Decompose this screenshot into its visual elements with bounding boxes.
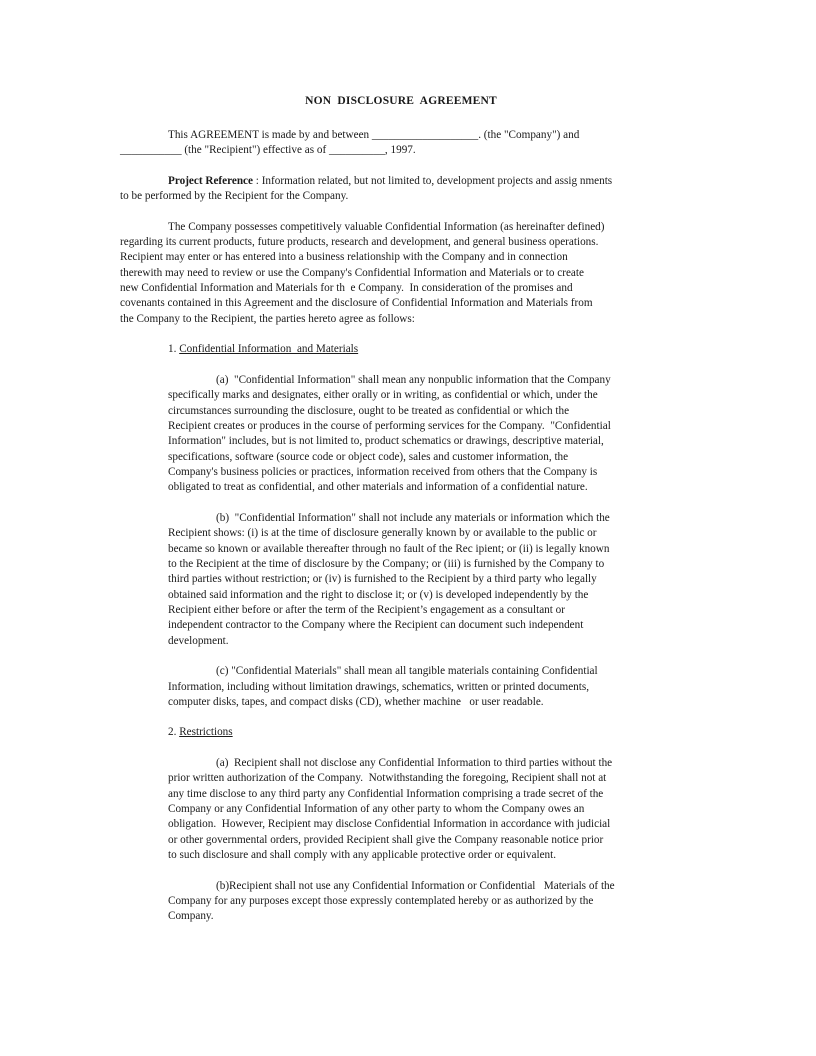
section-2-heading: [168, 725, 233, 740]
section-1a-line: (a) "Confidential Information" shall mean any nonpublic information that the Company: [216, 374, 611, 386]
intro-line-2: ___________ (the "Recipient") effective as of __________, 1997.: [120, 144, 416, 156]
project-reference-line-1: [168, 174, 612, 189]
section-2a-line: or other governmental orders, provided Recipient shall give the Company reasonable notice prior: [168, 834, 604, 846]
section-1b-line: (b) "Confidential Information" shall not include any materials or information which the: [216, 512, 610, 524]
section-1b-line: Recipient shows: (i) is at the time of disclosure generally known by or available to the public or: [168, 527, 597, 539]
section-1a-line: obligated to treat as confidential, and other materials and information of a confidential nature.: [168, 481, 588, 493]
section-1b-line: became so known or available thereafter through no fault of the Rec ipient; or (ii) is legally known: [168, 543, 610, 555]
section-2b-line: (b)Recipient shall not use any Confidential Information or Confidential Materials of the: [216, 880, 615, 892]
recitals-line: regarding its current products, future products, research and development, and general business operations.: [120, 236, 599, 248]
recitals-line: Recipient may enter or has entered into a business relationship with the Company and in connection: [120, 251, 568, 263]
section-2-number: 2.: [168, 726, 180, 738]
section-2-title: Restrictions: [179, 726, 233, 738]
section-1b-line: independent contractor to the Company where the Recipient can document such independent: [168, 619, 584, 631]
section-1a-line: Recipient creates or produces in the course of performing services for the Company. "Confidential: [168, 420, 611, 432]
section-1a-line: Company's business policies or practices, information received from others that the Company is: [168, 466, 598, 478]
project-reference-label: Project Reference: [168, 175, 253, 187]
section-1a-line: circumstances surrounding the disclosure, ought to be treated as confidential or which the: [168, 405, 570, 417]
project-reference-text: : Information related, but not limited to, development projects and assig nments: [253, 175, 613, 187]
section-2a-line: to such disclosure and shall comply with any applicable protective order or equivalent.: [168, 849, 557, 861]
section-2b-line: Company for any purposes except those expressly contemplated hereby or as authorized by the: [168, 895, 594, 907]
section-1b-line: Recipient either before or after the term of the Recipient’s engagement as a consultant or: [168, 604, 565, 616]
recitals-line: the Company to the Recipient, the parties hereto agree as follows:: [120, 313, 415, 325]
section-1a-line: specifications, software (source code or object code), sales and customer information, the: [168, 451, 569, 463]
section-1c-line: computer disks, tapes, and compact disks (CD), whether machine or user readable.: [168, 696, 544, 708]
section-1b-line: third parties without restriction; or (iv) is furnished to the Recipient by a third party who legally: [168, 573, 597, 585]
intro-line-1: This AGREEMENT is made by and between ___________________. (the "Company") and: [168, 129, 580, 141]
section-1b-line: to the Recipient at the time of disclosure by the Company; or (iii) is furnished by the Company to: [168, 558, 605, 570]
section-2a-line: obligation. However, Recipient may disclose Confidential Information in accordance with judicial: [168, 818, 611, 830]
recitals-line: therewith may need to review or use the Company's Confidential Information and Materials or to create: [120, 267, 584, 279]
section-2b-line: Company.: [168, 910, 214, 922]
section-1-heading: [168, 342, 358, 357]
section-2a-line: prior written authorization of the Company. Notwithstanding the foregoing, Recipient shall not at: [168, 772, 607, 784]
section-2a-line: (a) Recipient shall not disclose any Confidential Information to third parties without the: [216, 757, 613, 769]
section-1c-line: (c) "Confidential Materials" shall mean all tangible materials containing Confidential: [216, 665, 598, 677]
section-1-title: Confidential Information and Materials: [179, 343, 359, 355]
document-title: NON DISCLOSURE AGREEMENT: [305, 95, 497, 107]
section-2a-line: Company or any Confidential Information of any other party to whom the Company owes an: [168, 803, 585, 815]
recitals-line: covenants contained in this Agreement and the disclosure of Confidential Information and Materials from: [120, 297, 593, 309]
section-1b-line: obtained said information and the right to disclose it; or (v) is developed independently by the: [168, 589, 589, 601]
section-1a-line: Information" includes, but is not limited to, product schematics or drawings, descriptive material,: [168, 435, 604, 447]
section-1b-line: development.: [168, 635, 229, 647]
section-1-number: 1.: [168, 343, 180, 355]
recitals-line: new Confidential Information and Materials for th e Company. In consideration of the promises and: [120, 282, 573, 294]
recitals-line: The Company possesses competitively valuable Confidential Information (as hereinafter defined): [168, 221, 605, 233]
section-1c-line: Information, including without limitation drawings, schematics, written or printed documents,: [168, 681, 590, 693]
section-2a-line: any time disclose to any third party any Confidential Information comprising a trade secret of the: [168, 788, 604, 800]
project-reference-line-2: to be performed by the Recipient for the Company.: [120, 190, 349, 202]
section-1a-line: specifically marks and designates, either orally or in writing, as confidential or which, under the: [168, 389, 598, 401]
